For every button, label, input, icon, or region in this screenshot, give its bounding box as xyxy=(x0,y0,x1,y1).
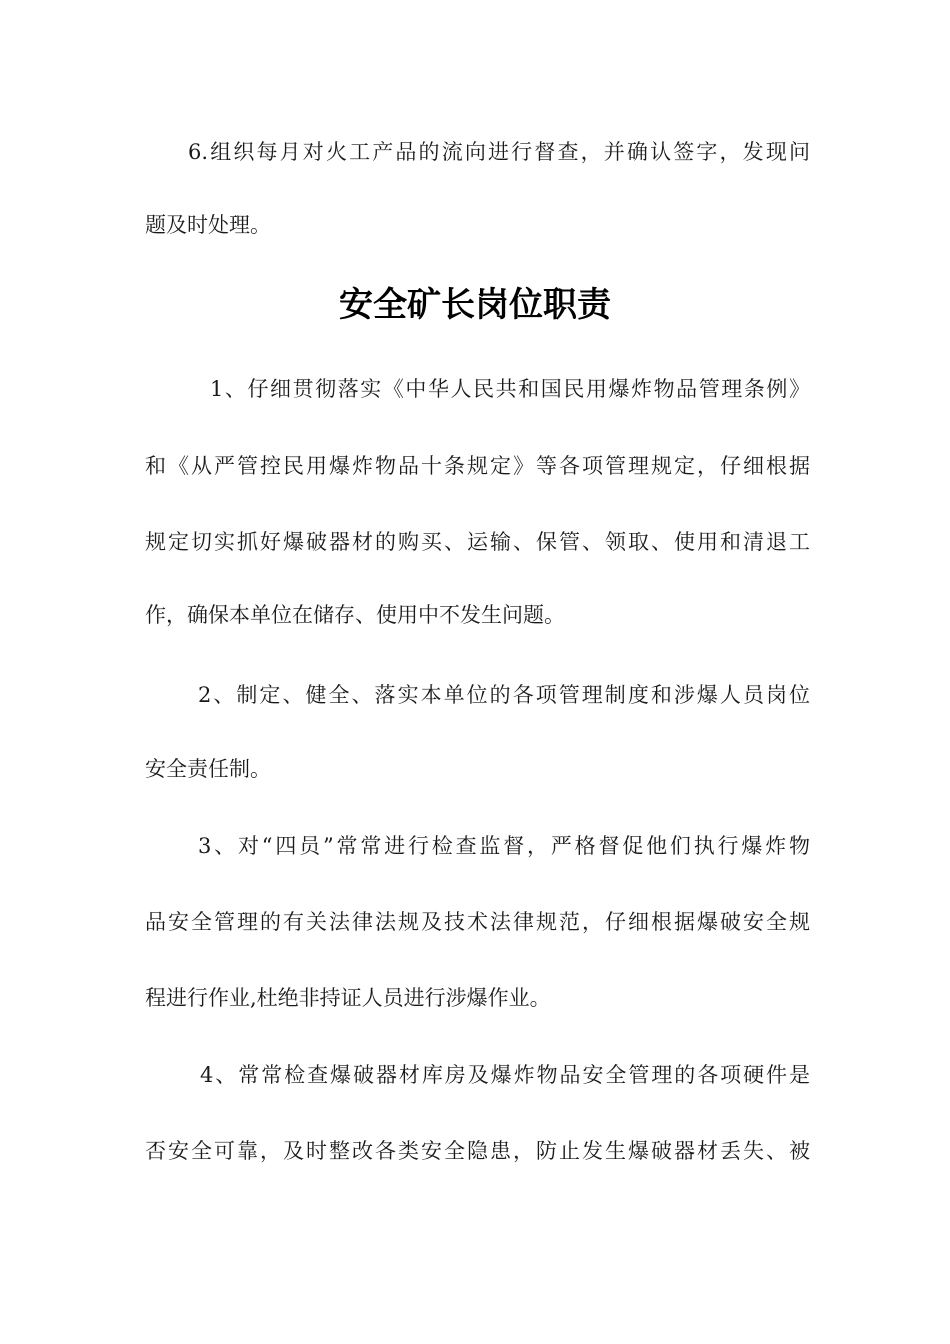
paragraph-line: 和《从严管控民用爆炸物品十条规定》等各项管理规定，仔细根据 xyxy=(145,454,810,478)
paragraph-line: 3、对“四员”常常进行检查监督，严格督促他们执行爆炸物 xyxy=(198,834,810,858)
paragraph-line: 品安全管理的有关法律法规及技术法律规范，仔细根据爆破安全规 xyxy=(145,910,810,934)
paragraph-line: 安全责任制。 xyxy=(145,757,271,781)
paragraph-line: 4、常常检查爆破器材库房及爆炸物品安全管理的各项硬件是 xyxy=(200,1063,810,1087)
paragraph-line: 程进行作业,杜绝非持证人员进行涉爆作业。 xyxy=(145,986,551,1010)
document-title: 安全矿长岗位职责 xyxy=(339,285,611,325)
paragraph-line: 1、仔细贯彻落实《中华人民共和国民用爆炸物品管理条例》 xyxy=(210,377,810,401)
paragraph-line: 规定切实抓好爆破器材的购买、运输、保管、领取、使用和清退工 xyxy=(145,530,810,554)
paragraph-line: 2、制定、健全、落实本单位的各项管理制度和涉爆人员岗位 xyxy=(198,683,810,707)
paragraph-line: 6.组织每月对火工产品的流向进行督查，并确认签字，发现问 xyxy=(188,140,810,164)
paragraph-line: 题及时处理。 xyxy=(145,213,271,237)
paragraph-line: 作，确保本单位在储存、使用中不发生问题。 xyxy=(145,603,565,627)
paragraph-line: 否安全可靠，及时整改各类安全隐患，防止发生爆破器材丢失、被 xyxy=(145,1139,810,1163)
